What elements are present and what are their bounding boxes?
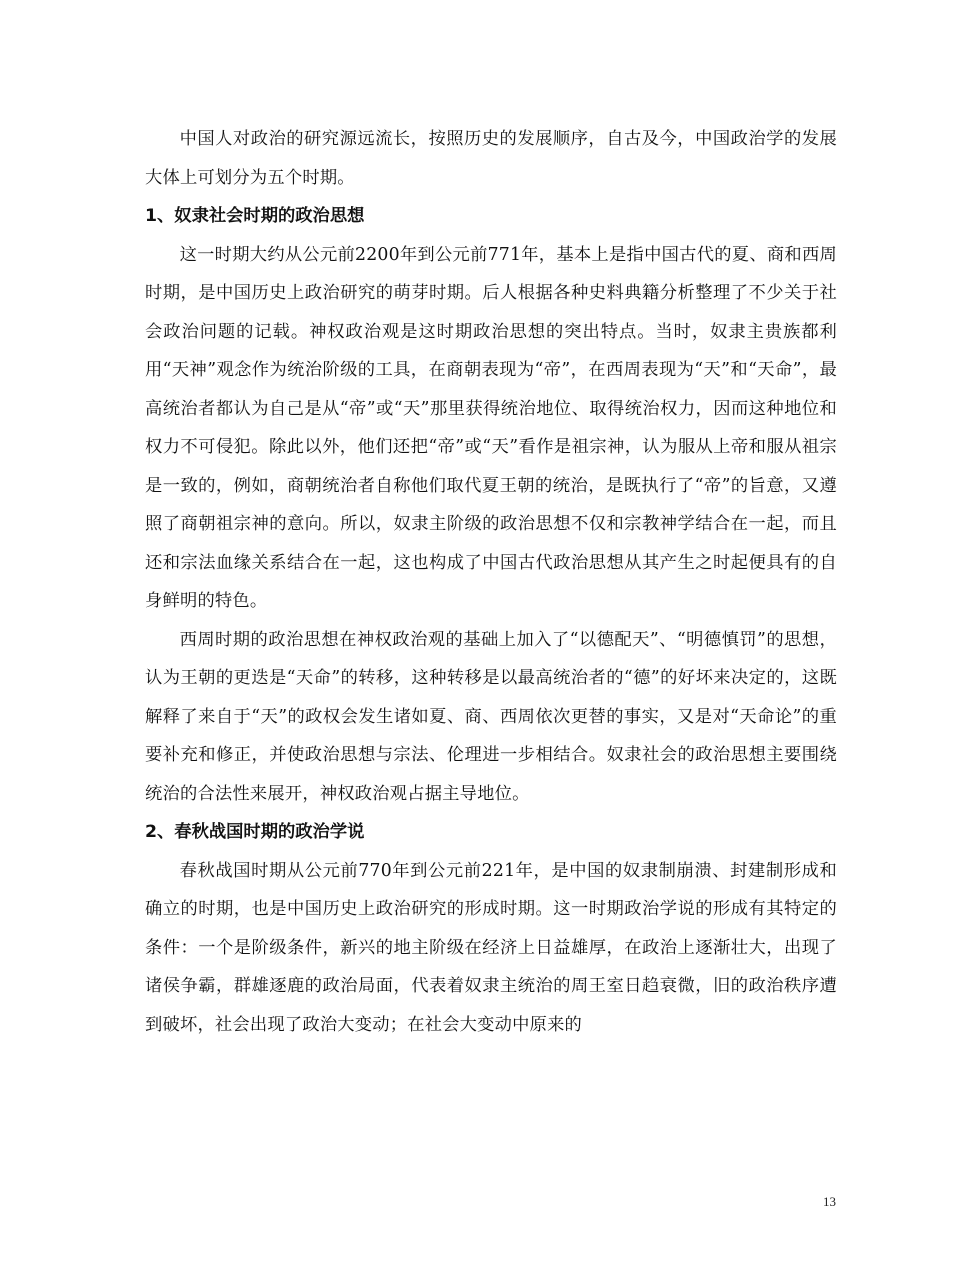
body-paragraph: 这一时期大约从公元前2200年到公元前771年，基本上是指中国古代的夏、商和西周时期，是中国历史上政治研究的萌芽时期。后人根据各种史料典籍分析整理了不少关于社会政治问题的记载。神权政治观是这时期政治思想的突出特点。当时，奴隶主贵族都利用“天神”观念作为统治阶级的工具，在商朝表现为“帝”，在西周表现为“天”和“天命”，最高统治者都认为自己是从“帝”或“天”那里获得统治地位、取得统治权力，因而这种地位和权力不可侵犯。除此以外，他们还把“帝”或“天”看作是祖宗神，认为服从上帝和服从祖宗是一致的，例如，商朝统治者自称他们取代夏王朝的统治，是既执行了“帝”的旨意，又遵照了商朝祖宗神的意向。所以，奴隶主阶级的政治思想不仅和宗教神学结合在一起，而且还和宗法血缘关系结合在一起，这也构成了中国古代政治思想从其产生之时起便具有的自身鲜明的特色。 bbox=[145, 244, 837, 611]
page-number: 13 bbox=[823, 1194, 836, 1209]
section-heading-2: 2、春秋战国时期的政治学说 bbox=[145, 822, 365, 842]
page-content bbox=[145, 120, 837, 1044]
body-paragraph: 春秋战国时期从公元前770年到公元前221年，是中国的奴隶制崩溃、封建制形成和确立的时期，也是中国历史上政治研究的形成时期。这一时期政治学说的形成有其特定的条件：一个是阶级条件，新兴的地主阶级在经济上日益雄厚，在政治上逐渐壮大，出现了诸侯争霸，群雄逐鹿的政治局面，代表着奴隶主统治的周王室日趋衰微，旧的政治秩序遭到破坏，社会出现了政治大变动；在社会大变动中原来的 bbox=[145, 860, 837, 1035]
intro-paragraph: 中国人对政治的研究源远流长，按照历史的发展顺序，自古及今，中国政治学的发展大体上可划分为五个时期。 bbox=[145, 129, 837, 188]
body-paragraph: 西周时期的政治思想在神权政治观的基础上加入了“以德配天”、“明德慎罚”的思想，认为王朝的更迭是“天命”的转移，这种转移是以最高统治者的“德”的好坏来决定的，这既解释了来自于“天”的政权会发生诸如夏、商、西周依次更替的事实，又是对“天命论”的重要补充和修正，并使政治思想与宗法、伦理进一步相结合。奴隶社会的政治思想主要围绕统治的合法性来展开，神权政治观占据主导地位。 bbox=[145, 629, 837, 804]
section-heading-1: 1、奴隶社会时期的政治思想 bbox=[145, 206, 365, 226]
